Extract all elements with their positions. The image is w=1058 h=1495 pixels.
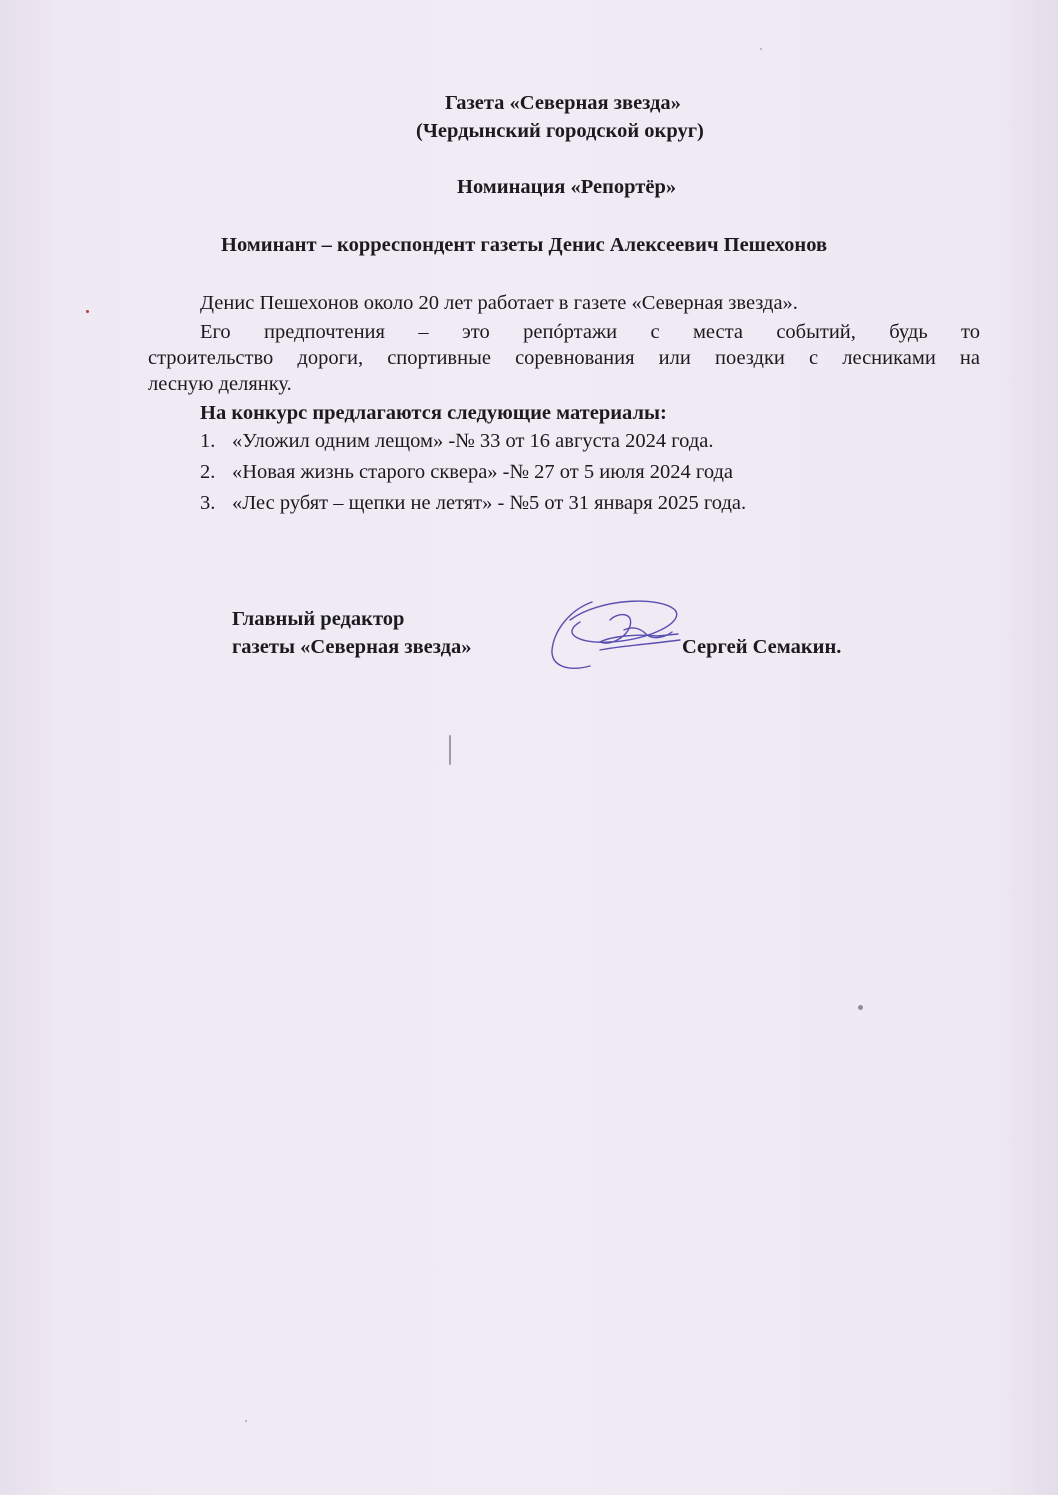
material-item: «Уложил одним лещом» -№ 33 от 16 августа 2024 года. (232, 430, 714, 452)
scan-speck (86, 310, 89, 313)
editor-name: Сергей Семакин. (682, 636, 842, 658)
material-item: «Лес рубят – щепки не летят» - №5 от 31 января 2025 года. (232, 492, 747, 514)
preferences-line-2 (148, 345, 980, 371)
newspaper-title: Газета «Северная звезда» (445, 92, 681, 114)
scan-speck (858, 1005, 863, 1010)
nominee-line: Номинант – корреспондент газеты Денис Алексеевич Пешехонов (221, 234, 828, 256)
material-number: 3. (200, 492, 216, 514)
nomination-title: Номинация «Репортёр» (457, 176, 677, 198)
preferences-line-1 (200, 319, 980, 345)
intro-paragraph: Денис Пешехонов около 20 лет работает в газете «Северная звезда». (200, 292, 798, 314)
editor-newspaper: газеты «Северная звезда» (232, 636, 472, 658)
preferences-line-3: лесную делянку. (148, 373, 292, 395)
materials-heading: На конкурс предлагаются следующие материалы: (200, 402, 667, 424)
preferences-line-2-text: строительство дороги, спортивные соревнования или поездки с лесниками на (148, 347, 980, 369)
material-number: 2. (200, 461, 216, 483)
scan-speck (245, 1420, 247, 1422)
handwritten-signature (540, 590, 690, 680)
material-item: «Новая жизнь старого сквера» -№ 27 от 5 июля 2024 года (232, 461, 734, 483)
scan-speck (760, 48, 762, 50)
editor-title: Главный редактор (232, 608, 405, 630)
scan-speck (449, 735, 451, 765)
material-number: 1. (200, 430, 216, 452)
district-subtitle: (Чердынский городской округ) (416, 120, 704, 142)
preferences-line-1-text: Его предпочтения – это репóртажи с места событий, будь то (200, 321, 980, 343)
